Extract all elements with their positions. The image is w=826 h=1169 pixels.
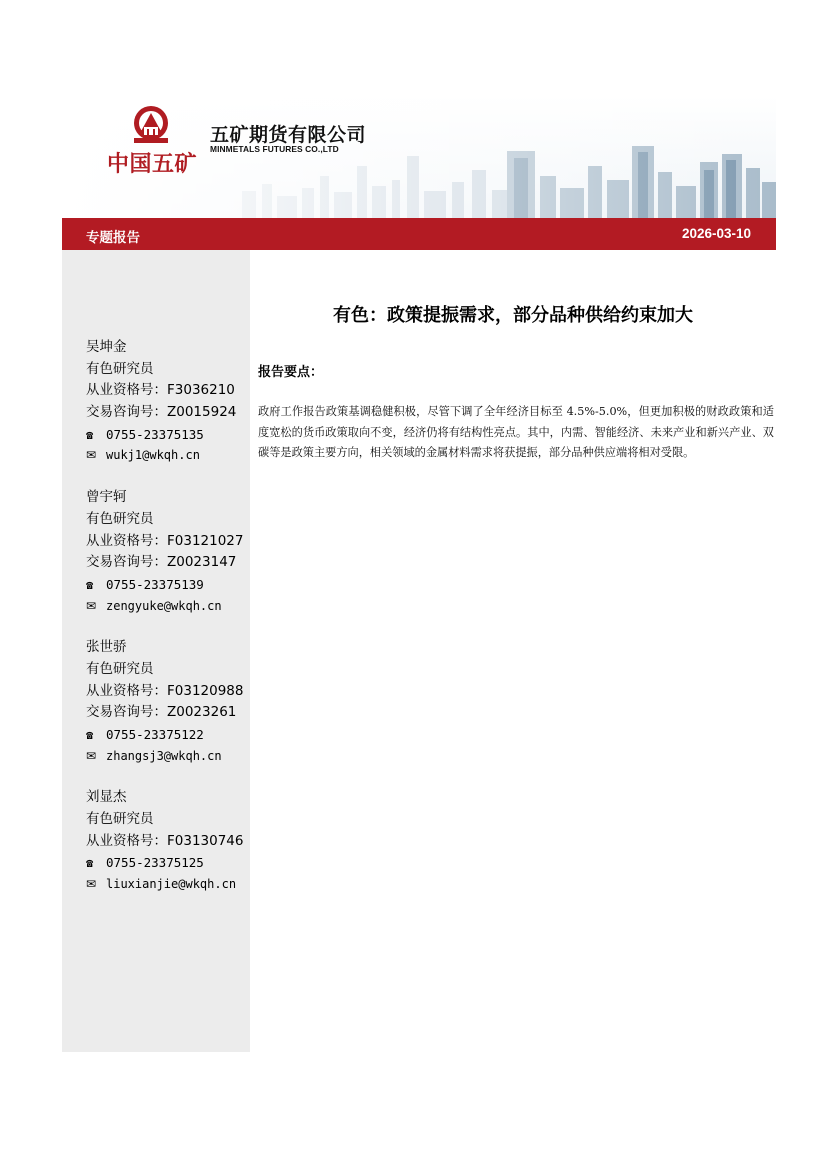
- analyst-list: [86, 337, 250, 916]
- analyst-phone: 0755-23375122: [106, 727, 204, 742]
- analyst-phone: 0755-23375139: [106, 576, 204, 592]
- analyst-consult-number: 交易咨询号：Z0015924: [86, 404, 237, 421]
- company-name-cn: 五矿期货有限公司: [210, 124, 367, 146]
- phone-icon: ☎: [86, 856, 94, 871]
- analyst-email-link[interactable]: zengyuke@wkqh.cn: [106, 598, 222, 613]
- analyst-consult-number: 交易咨询号：Z0023261: [86, 704, 237, 721]
- highlights-heading: 报告要点：: [258, 365, 324, 380]
- analyst-role: 有色研究员: [86, 360, 154, 377]
- analyst-card: [86, 487, 250, 617]
- report-type-bar: [62, 218, 776, 250]
- phone-icon: ☎: [86, 427, 94, 442]
- minmetals-emblem-icon: [130, 105, 172, 145]
- analyst-role: 有色研究员: [86, 811, 154, 828]
- analyst-card: [86, 787, 250, 895]
- mail-icon: ✉: [86, 598, 97, 613]
- report-type-label: 专题报告: [86, 230, 140, 246]
- mail-icon: ✉: [86, 448, 97, 463]
- analyst-phone: 0755-23375125: [106, 855, 204, 871]
- analyst-name: 张世骄: [86, 639, 127, 656]
- phone-icon: ☎: [86, 577, 94, 592]
- analyst-email-link[interactable]: liuxianjie@wkqh.cn: [106, 877, 237, 892]
- mail-icon: ✉: [86, 877, 97, 892]
- company-name-en: MINMETALS FUTURES CO.,LTD: [210, 144, 339, 154]
- analyst-phone: 0755-23375135: [106, 426, 204, 442]
- logo-wordmark: 中国五矿: [107, 152, 198, 177]
- analyst-name: 曾宇轲: [86, 489, 127, 506]
- analyst-role: 有色研究员: [86, 510, 154, 527]
- analyst-cert-number: 从业资格号：F03121027: [86, 532, 244, 549]
- analyst-email-link[interactable]: wukj1@wkqh.cn: [106, 448, 200, 463]
- analyst-cert-number: 从业资格号：F03120988: [86, 682, 244, 699]
- phone-icon: ☎: [86, 728, 94, 742]
- report-title: 有色：政策提振需求，部分品种供给约束加大: [333, 305, 693, 326]
- report-date: 2026-03-10: [681, 226, 751, 241]
- analyst-cert-number: 从业资格号：F3036210: [86, 382, 235, 399]
- analyst-consult-number: 交易咨询号：Z0023147: [86, 554, 237, 571]
- analyst-name: 刘显杰: [86, 789, 127, 806]
- analyst-role: 有色研究员: [86, 660, 154, 677]
- analyst-cert-number: 从业资格号：F03130746: [86, 832, 244, 849]
- mail-icon: ✉: [86, 748, 97, 763]
- analyst-card: [86, 637, 250, 767]
- analyst-name: 吴坤金: [86, 339, 127, 355]
- analyst-card: [86, 337, 250, 467]
- analyst-email-link[interactable]: zhangsj3@wkqh.cn: [106, 748, 222, 763]
- report-summary: 政府工作报告政策基调稳健积极，尽管下调了全年经济目标至 4.5%-5.0%，但更加积极的财政政策和适度宽松的货币政策取向不变，经济仍将有结构性亮点。其中，内需、智能经济、未来产业和新兴产业、双碳等是政策主要方向，相关领域的金属材料需求将获提振，部分品种供应端将相对受限。: [258, 405, 774, 459]
